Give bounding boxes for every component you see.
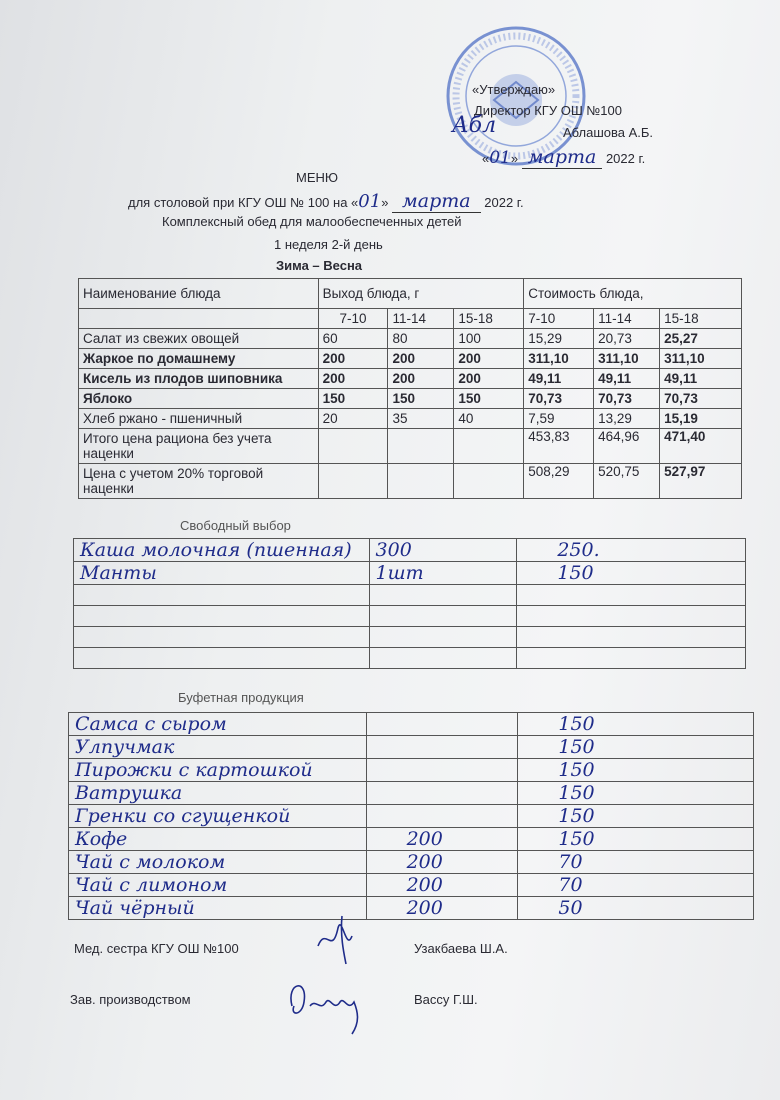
item-name: Манты — [74, 562, 370, 585]
cost-7-10: 7,59 — [524, 409, 594, 429]
empty-cell — [517, 606, 746, 627]
total-11-14: 464,96 — [594, 429, 660, 464]
cost-7-10: 311,10 — [524, 349, 594, 369]
total-15-18: 527,97 — [660, 464, 742, 499]
age-group: 11-14 — [388, 309, 454, 329]
empty-cell — [369, 648, 517, 669]
empty-cell — [318, 464, 388, 499]
empty-cell — [388, 429, 454, 464]
output-7-10: 60 — [318, 329, 388, 349]
output-7-10: 150 — [318, 389, 388, 409]
output-11-14: 200 — [388, 349, 454, 369]
buffet-row — [69, 851, 754, 874]
item-price: 150 — [518, 828, 754, 851]
item-price: 150 — [518, 805, 754, 828]
date-quote-open: « — [482, 151, 490, 166]
output-11-14: 35 — [388, 409, 454, 429]
item-name: Чай чёрный — [69, 897, 367, 920]
output-15-18: 100 — [454, 329, 524, 349]
buffet-row — [69, 713, 754, 736]
date-year: 2022 г. — [605, 151, 646, 166]
total-label: Итого цена рациона без учета наценки — [79, 429, 319, 464]
item-name: Чай с молоком — [69, 851, 367, 874]
output-15-18: 40 — [454, 409, 524, 429]
header-empty — [79, 309, 319, 329]
item-price: 150 — [518, 713, 754, 736]
menu-date-quote: » — [381, 195, 389, 210]
total-7-10: 508,29 — [524, 464, 594, 499]
menu-table — [78, 278, 742, 499]
item-name: Чай с лимоном — [69, 874, 367, 897]
date-month: марта — [522, 146, 603, 169]
cost-7-10: 49,11 — [524, 369, 594, 389]
cost-11-14: 311,10 — [594, 349, 660, 369]
production-role: Зав. производством — [70, 992, 191, 1007]
empty-cell — [517, 585, 746, 606]
buffet-row — [69, 897, 754, 920]
total-7-10: 453,83 — [524, 429, 594, 464]
item-weight — [366, 736, 518, 759]
item-name: Самса с сыром — [69, 713, 367, 736]
item-weight — [366, 759, 518, 782]
dish-name: Жаркое по домашнему — [79, 349, 319, 369]
item-weight — [366, 713, 518, 736]
table-row — [79, 349, 742, 369]
buffet-table — [68, 712, 754, 920]
header-output: Выход блюда, г — [318, 279, 524, 309]
output-15-18: 200 — [454, 349, 524, 369]
item-price: 70 — [518, 874, 754, 897]
dish-name: Салат из свежих овощей — [79, 329, 319, 349]
output-7-10: 200 — [318, 369, 388, 389]
item-price: 150 — [517, 562, 746, 585]
output-7-10: 200 — [318, 349, 388, 369]
cost-15-18: 25,27 — [660, 329, 742, 349]
table-row — [79, 369, 742, 389]
menu-week-day: 1 неделя 2-й день — [274, 237, 383, 252]
date-day: 01 — [489, 148, 511, 168]
header-dish-name: Наименование блюда — [79, 279, 319, 309]
output-15-18: 200 — [454, 369, 524, 389]
item-price: 150 — [518, 736, 754, 759]
empty-cell — [318, 429, 388, 464]
age-group: 15-18 — [454, 309, 524, 329]
cost-11-14: 13,29 — [594, 409, 660, 429]
cost-15-18: 311,10 — [660, 349, 742, 369]
cost-11-14: 49,11 — [594, 369, 660, 389]
free-choice-table — [73, 538, 746, 669]
menu-title: МЕНЮ — [296, 170, 339, 185]
item-price: 50 — [518, 897, 754, 920]
item-price: 150 — [518, 782, 754, 805]
empty-cell — [74, 627, 370, 648]
menu-date-prefix: для столовой при КГУ ОШ № 100 на « — [128, 195, 359, 210]
empty-cell — [369, 627, 517, 648]
item-weight: 300 — [369, 539, 517, 562]
menu-date-month: марта — [392, 190, 481, 213]
empty-cell — [517, 627, 746, 648]
output-11-14: 150 — [388, 389, 454, 409]
table-row — [79, 329, 742, 349]
menu-date-day: 01 — [358, 191, 382, 212]
output-15-18: 150 — [454, 389, 524, 409]
output-7-10: 20 — [318, 409, 388, 429]
empty-cell — [74, 606, 370, 627]
free-choice-row — [74, 606, 746, 627]
item-name: Ватрушка — [69, 782, 367, 805]
cost-15-18: 15,19 — [660, 409, 742, 429]
buffet-row — [69, 736, 754, 759]
item-weight: 200 — [366, 874, 518, 897]
menu-subtitle: Комплексный обед для малообеспеченных детей — [162, 214, 462, 229]
item-name: Каша молочная (пшенная) — [74, 539, 370, 562]
cost-15-18: 49,11 — [660, 369, 742, 389]
empty-cell — [369, 606, 517, 627]
buffet-row — [69, 805, 754, 828]
output-11-14: 80 — [388, 329, 454, 349]
buffet-row — [69, 782, 754, 805]
age-group: 11-14 — [594, 309, 660, 329]
empty-cell — [517, 648, 746, 669]
free-choice-row — [74, 648, 746, 669]
buffet-row — [69, 759, 754, 782]
menu-date-year: 2022 г. — [484, 195, 524, 210]
empty-cell — [74, 585, 370, 606]
empty-cell — [388, 464, 454, 499]
item-name: Пирожки с картошкой — [69, 759, 367, 782]
buffet-row — [69, 828, 754, 851]
item-price: 70 — [518, 851, 754, 874]
approve-date — [482, 146, 645, 168]
item-weight: 200 — [366, 828, 518, 851]
empty-cell — [454, 464, 524, 499]
item-weight: 200 — [366, 897, 518, 920]
director-signature: Абл — [452, 113, 497, 138]
output-11-14: 200 — [388, 369, 454, 389]
total-row — [79, 464, 742, 499]
dish-name: Яблоко — [79, 389, 319, 409]
menu-date-line — [128, 190, 524, 212]
free-choice-row — [74, 539, 746, 562]
item-weight: 200 — [366, 851, 518, 874]
date-quote-close: » — [510, 151, 519, 166]
empty-cell — [454, 429, 524, 464]
table-row — [79, 409, 742, 429]
dish-name: Кисель из плодов шиповника — [79, 369, 319, 389]
total-15-18: 471,40 — [660, 429, 742, 464]
item-price: 250. — [517, 539, 746, 562]
cost-11-14: 20,73 — [594, 329, 660, 349]
cost-15-18: 70,73 — [660, 389, 742, 409]
empty-cell — [74, 648, 370, 669]
item-weight — [366, 805, 518, 828]
item-name: Гренки со сгущенкой — [69, 805, 367, 828]
total-row — [79, 429, 742, 464]
production-signature — [282, 972, 368, 1038]
approve-label: «Утверждаю» — [472, 82, 556, 97]
item-name: Улпучмак — [69, 736, 367, 759]
cost-7-10: 15,29 — [524, 329, 594, 349]
free-choice-row — [74, 562, 746, 585]
item-weight: 1шт — [369, 562, 517, 585]
dish-name: Хлеб ржано - пшеничный — [79, 409, 319, 429]
total-label: Цена с учетом 20% торговой наценки — [79, 464, 319, 499]
age-group: 7-10 — [318, 309, 388, 329]
nurse-signature — [312, 906, 364, 966]
age-group: 7-10 — [524, 309, 594, 329]
nurse-role: Мед. сестра КГУ ОШ №100 — [74, 941, 239, 956]
item-weight — [366, 782, 518, 805]
approve-director: Директор КГУ ОШ №100 — [474, 103, 622, 118]
free-choice-title: Свободный выбор — [180, 518, 291, 533]
production-name: Вассу Г.Ш. — [414, 992, 478, 1007]
approve-name: Аблашова А.Б. — [563, 125, 654, 140]
age-group: 15-18 — [660, 309, 742, 329]
table-row — [79, 389, 742, 409]
cost-7-10: 70,73 — [524, 389, 594, 409]
nurse-name: Узакбаева Ш.А. — [414, 941, 508, 956]
total-11-14: 520,75 — [594, 464, 660, 499]
free-choice-row — [74, 585, 746, 606]
item-name: Кофе — [69, 828, 367, 851]
empty-cell — [369, 585, 517, 606]
buffet-title: Буфетная продукция — [178, 690, 304, 705]
item-price: 150 — [518, 759, 754, 782]
cost-11-14: 70,73 — [594, 389, 660, 409]
free-choice-row — [74, 627, 746, 648]
menu-season: Зима – Весна — [276, 258, 363, 273]
buffet-row — [69, 874, 754, 897]
header-cost: Стоимость блюда, — [524, 279, 742, 309]
